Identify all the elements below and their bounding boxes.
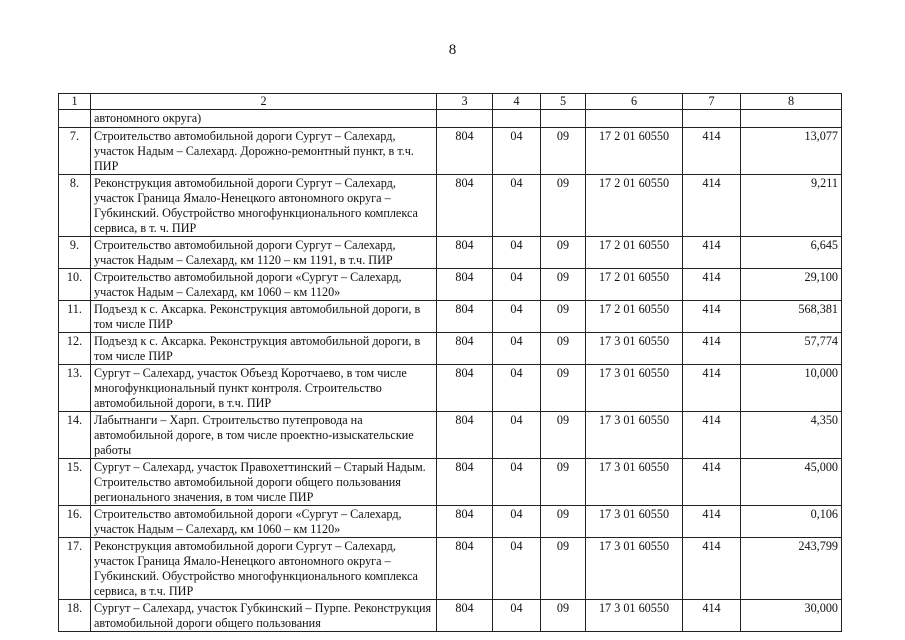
table-row (59, 175, 842, 237)
row-number: 10. (59, 269, 91, 301)
target-article-code: 17 2 01 60550 (586, 301, 683, 333)
table-row (59, 506, 842, 538)
row-number: 17. (59, 538, 91, 600)
table-row (59, 237, 842, 269)
target-article-code: 17 3 01 60550 (586, 538, 683, 600)
target-article-code: 17 2 01 60550 (586, 269, 683, 301)
expense-type-code: 414 (683, 301, 741, 333)
expense-type-code: 414 (683, 538, 741, 600)
amount: 57,774 (741, 333, 842, 365)
section-code: 04 (493, 128, 541, 175)
section-code: 04 (493, 459, 541, 506)
amount: 4,350 (741, 412, 842, 459)
row-description: Подъезд к с. Аксарка. Реконструкция автомобильной дороги, в том числе ПИР (91, 333, 437, 365)
ministry-code: 804 (437, 237, 493, 269)
table-row (59, 269, 842, 301)
section-code: 04 (493, 237, 541, 269)
ministry-code: 804 (437, 175, 493, 237)
continuation-row (59, 110, 842, 128)
cell-empty (541, 110, 586, 128)
cell-empty (437, 110, 493, 128)
section-code: 04 (493, 600, 541, 632)
cell-empty (586, 110, 683, 128)
expense-type-code: 414 (683, 506, 741, 538)
table-row (59, 459, 842, 506)
expense-type-code: 414 (683, 333, 741, 365)
ministry-code: 804 (437, 506, 493, 538)
expense-type-code: 414 (683, 365, 741, 412)
ministry-code: 804 (437, 365, 493, 412)
section-code: 04 (493, 269, 541, 301)
row-number: 15. (59, 459, 91, 506)
table-row (59, 301, 842, 333)
amount: 0,106 (741, 506, 842, 538)
table-row (59, 538, 842, 600)
subsection-code: 09 (541, 175, 586, 237)
subsection-code: 09 (541, 538, 586, 600)
expense-type-code: 414 (683, 600, 741, 632)
cell-empty (493, 110, 541, 128)
expense-type-code: 414 (683, 175, 741, 237)
budget-table (58, 93, 842, 632)
row-number: 14. (59, 412, 91, 459)
continuation-text: автономного округа) (91, 110, 437, 128)
row-description: Реконструкция автомобильной дороги Сургут – Салехард, участок Граница Ямало-Ненецкого автономного округа – Губкинский. Обустройство многофункционального комплекса сервиса, в т. ч. ПИР (91, 175, 437, 237)
table-row (59, 333, 842, 365)
expense-type-code: 414 (683, 459, 741, 506)
row-description: Сургут – Салехард, участок Губкинский – Пурпе. Реконструкция автомобильной дороги общего пользования (91, 600, 437, 632)
table-row (59, 128, 842, 175)
ministry-code: 804 (437, 600, 493, 632)
ministry-code: 804 (437, 412, 493, 459)
cell-empty (59, 110, 91, 128)
subsection-code: 09 (541, 237, 586, 269)
subsection-code: 09 (541, 365, 586, 412)
row-description: Строительство автомобильной дороги «Сургут – Салехард, участок Надым – Салехард, км 1060 – км 1120» (91, 506, 437, 538)
ministry-code: 804 (437, 459, 493, 506)
target-article-code: 17 2 01 60550 (586, 175, 683, 237)
amount: 13,077 (741, 128, 842, 175)
amount: 6,645 (741, 237, 842, 269)
target-article-code: 17 2 01 60550 (586, 237, 683, 269)
target-article-code: 17 3 01 60550 (586, 600, 683, 632)
target-article-code: 17 3 01 60550 (586, 459, 683, 506)
header-cell: 6 (586, 94, 683, 110)
subsection-code: 09 (541, 459, 586, 506)
section-code: 04 (493, 538, 541, 600)
subsection-code: 09 (541, 301, 586, 333)
expense-type-code: 414 (683, 412, 741, 459)
header-cell: 4 (493, 94, 541, 110)
subsection-code: 09 (541, 412, 586, 459)
section-code: 04 (493, 506, 541, 538)
target-article-code: 17 3 01 60550 (586, 333, 683, 365)
amount: 9,211 (741, 175, 842, 237)
row-description: Лабытнанги – Харп. Строительство путепровода на автомобильной дороге, в том числе проектно-изыскательские работы (91, 412, 437, 459)
target-article-code: 17 3 01 60550 (586, 506, 683, 538)
subsection-code: 09 (541, 269, 586, 301)
expense-type-code: 414 (683, 237, 741, 269)
target-article-code: 17 3 01 60550 (586, 412, 683, 459)
subsection-code: 09 (541, 506, 586, 538)
ministry-code: 804 (437, 538, 493, 600)
cell-empty (683, 110, 741, 128)
row-number: 12. (59, 333, 91, 365)
amount: 243,799 (741, 538, 842, 600)
header-cell: 3 (437, 94, 493, 110)
section-code: 04 (493, 301, 541, 333)
header-cell: 7 (683, 94, 741, 110)
row-description: Сургут – Салехард, участок Правохеттинский – Старый Надым. Строительство автомобильной дороги общего пользования регионального значения, в том числе ПИР (91, 459, 437, 506)
header-cell: 8 (741, 94, 842, 110)
section-code: 04 (493, 365, 541, 412)
table-row (59, 412, 842, 459)
row-number: 7. (59, 128, 91, 175)
section-code: 04 (493, 412, 541, 459)
header-cell: 1 (59, 94, 91, 110)
header-cell: 5 (541, 94, 586, 110)
expense-type-code: 414 (683, 128, 741, 175)
row-description: Сургут – Салехард, участок Объезд Коротчаево, в том числе многофункциональный пункт контроля. Строительство автомобильной дороги, в т.ч. ПИР (91, 365, 437, 412)
row-description: Строительство автомобильной дороги Сургут – Салехард, участок Надым – Салехард, км 1120 – км 1191, в т.ч. ПИР (91, 237, 437, 269)
page-number: 8 (448, 42, 457, 58)
row-number: 11. (59, 301, 91, 333)
section-code: 04 (493, 175, 541, 237)
expense-type-code: 414 (683, 269, 741, 301)
row-description: Строительство автомобильной дороги «Сургут – Салехард, участок Надым – Салехард, км 1060 – км 1120» (91, 269, 437, 301)
target-article-code: 17 2 01 60550 (586, 128, 683, 175)
row-description: Подъезд к с. Аксарка. Реконструкция автомобильной дороги, в том числе ПИР (91, 301, 437, 333)
subsection-code: 09 (541, 333, 586, 365)
amount: 29,100 (741, 269, 842, 301)
row-description: Строительство автомобильной дороги Сургут – Салехард, участок Надым – Салехард. Дорожно-ремонтный пункт, в т.ч. ПИР (91, 128, 437, 175)
ministry-code: 804 (437, 333, 493, 365)
row-number: 16. (59, 506, 91, 538)
table-row (59, 600, 842, 632)
ministry-code: 804 (437, 301, 493, 333)
row-description: Реконструкция автомобильной дороги Сургут – Салехард, участок Граница Ямало-Ненецкого автономного округа – Губкинский. Обустройство многофункционального комплекса сервиса, в т.ч. ПИР (91, 538, 437, 600)
ministry-code: 804 (437, 128, 493, 175)
amount: 10,000 (741, 365, 842, 412)
amount: 568,381 (741, 301, 842, 333)
subsection-code: 09 (541, 600, 586, 632)
cell-empty (741, 110, 842, 128)
amount: 30,000 (741, 600, 842, 632)
section-code: 04 (493, 333, 541, 365)
row-number: 13. (59, 365, 91, 412)
table-row (59, 365, 842, 412)
header-row (59, 94, 842, 110)
target-article-code: 17 3 01 60550 (586, 365, 683, 412)
header-cell: 2 (91, 94, 437, 110)
subsection-code: 09 (541, 128, 586, 175)
row-number: 18. (59, 600, 91, 632)
ministry-code: 804 (437, 269, 493, 301)
amount: 45,000 (741, 459, 842, 506)
row-number: 8. (59, 175, 91, 237)
row-number: 9. (59, 237, 91, 269)
